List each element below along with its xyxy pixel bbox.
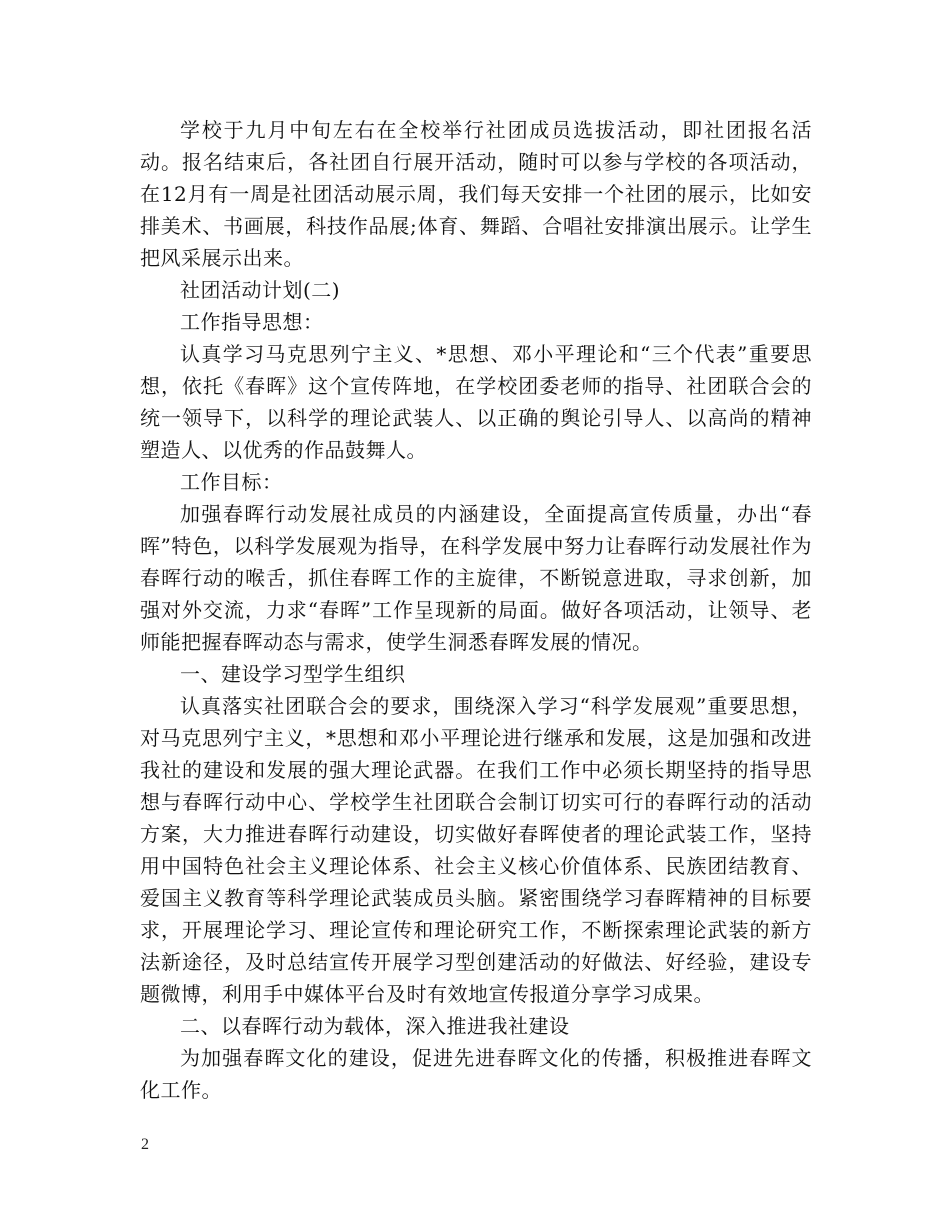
section-title-plan-two: 社团活动计划(二) (180, 278, 341, 302)
paragraph-intro-activities: 学校于九月中旬左右在全校举行社团成员选拔活动，即社团报名活动。报名结束后，各社团自行展开活动，随时可以参与学校的各项活动，在12月有一周是社团活动展示周，我们每天安排一个社团的展示，比如安排美术、书画展，科技作品展;体育、舞蹈、合唱社安排演出展示。让学生把风采展示出来。 (140, 118, 812, 270)
paragraph-chunhui-culture: 为加强春晖文化的建设，促进先进春晖文化的传播，积极推进春晖文化工作。 (140, 1046, 812, 1102)
paragraph-work-goals: 加强春晖行动发展社成员的内涵建设，全面提高宣传质量，办出“春晖”特色，以科学发展观为指导，在科学发展中努力让春晖行动发展社作为春晖行动的喉舌，抓住春晖工作的主旋律，不断锐意进取，寻求创新，加强对外交流，力求“春晖”工作呈现新的局面。做好各项活动，让领导、老师能把握春晖动态与需求，使学生洞悉春晖发展的情况。 (140, 502, 812, 654)
heading-guiding-thought: 工作指导思想： (180, 310, 324, 334)
paragraph-guiding-thought: 认真学习马克思列宁主义、*思想、邓小平理论和“三个代表”重要思想，依托《春晖》这个宣传阵地，在学校团委老师的指导、社团联合会的统一领导下，以科学的理论武装人、以正确的舆论引导人、以高尚的精神塑造人、以优秀的作品鼓舞人。 (140, 342, 812, 462)
page-number: 2 (141, 1136, 149, 1153)
heading-learning-organization: 一、建设学习型学生组织 (180, 662, 406, 686)
heading-work-goals: 工作目标： (180, 470, 283, 494)
heading-chunhui-carrier: 二、以春晖行动为载体，深入推进我社建设 (180, 1014, 570, 1038)
paragraph-learning-organization: 认真落实社团联合会的要求，围绕深入学习“科学发展观”重要思想，对马克思列宁主义，*思想和邓小平理论进行继承和发展，这是加强和改进我社的建设和发展的强大理论武器。在我们工作中必须长期坚持的指导思想与春晖行动中心、学校学生社团联合会制订切实可行的春晖行动的活动方案，大力推进春晖行动建设，切实做好春晖使者的理论武装工作，坚持用中国特色社会主义理论体系、社会主义核心价值体系、民族团结教育、爱国主义教育等科学理论武装成员头脑。紧密围绕学习春晖精神的目标要求，开展理论学习、理论宣传和理论研究工作，不断探索理论武装的新方法新途径，及时总结宣传开展学习型创建活动的好做法、好经验，建设专题微博，利用手中媒体平台及时有效地宣传报道分享学习成果。 (140, 694, 812, 1006)
document-body (140, 114, 812, 1106)
